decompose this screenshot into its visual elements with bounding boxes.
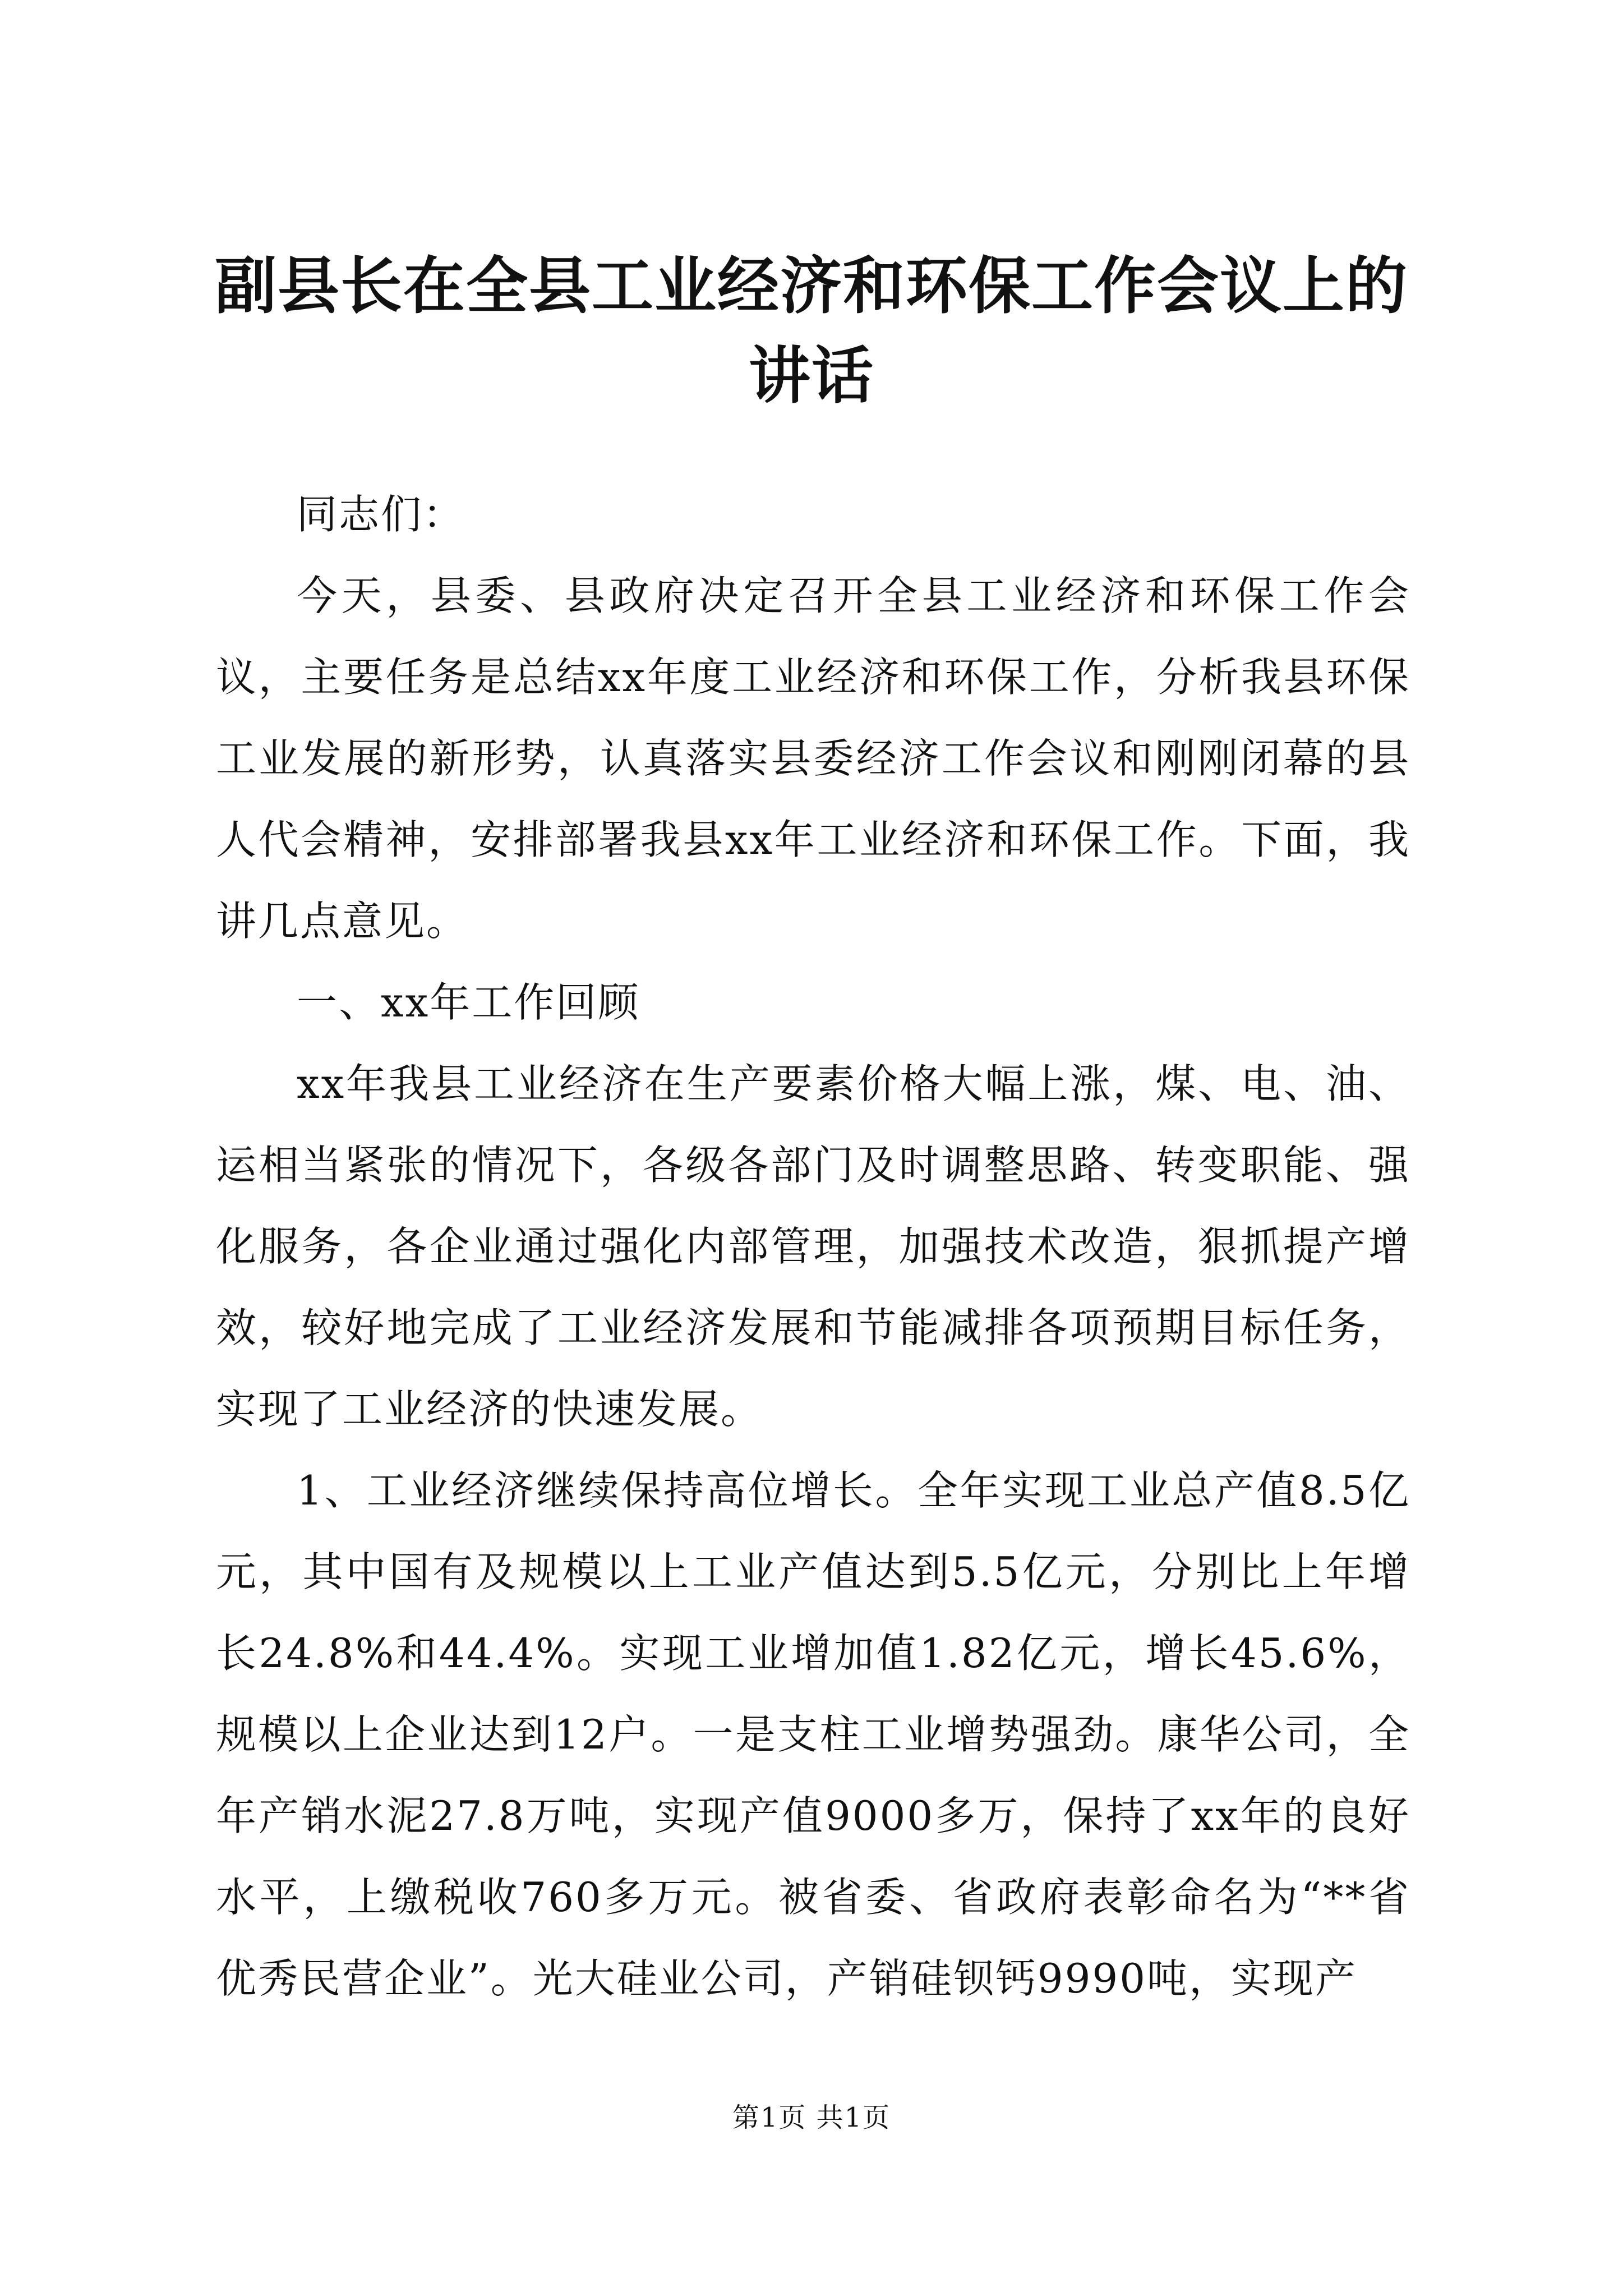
section-heading: 一、xx年工作回顾 bbox=[297, 979, 640, 1026]
review-paragraph: xx年我县工业经济在生产要素价格大幅上涨，煤、电、油、运相当紧张的情况下，各级各部门及时调整思路、转变职能、强化服务，各企业通过强化内部管理，加强技术改造，狠抓提产增效，较好地完成了工业经济发展和节能减排各项预期目标任务，实现了工业经济的快速发展。 bbox=[216, 1060, 1410, 1433]
document-body bbox=[216, 474, 1410, 2019]
document-title: 副县长在全县工业经济和环保工作会议上的讲话 bbox=[215, 250, 1408, 412]
page-footer: 第1页 共1页 bbox=[732, 2102, 891, 2133]
salutation-paragraph: 同志们： bbox=[297, 491, 465, 538]
industry-growth-paragraph: 1、工业经济继续保持高位增长。全年实现工业总产值8.5亿元，其中国有及规模以上工业产值达到5.5亿元，分别比上年增长24.8%和44.4%。实现工业增加值1.82亿元，增长45.6%，规模以上企业达到12户。一是支柱工业增势强劲。康华公司，全年产销水泥27.8万吨，实现产值9000多万，保持了xx年的良好水平，上缴税收760多万元。被省委、省政府表彰命名为“**省优秀民营企业”。光大硅业公司，产销硅钡钙9990吨，实现产 bbox=[216, 1467, 1410, 2002]
intro-paragraph: 今天，县委、县政府决定召开全县工业经济和环保工作会议，主要任务是总结xx年度工业经济和环保工作，分析我县环保工业发展的新形势，认真落实县委经济工作会议和刚刚闭幕的县人代会精神，安排部署我县xx年工业经济和环保工作。下面，我讲几点意见。 bbox=[216, 572, 1410, 945]
